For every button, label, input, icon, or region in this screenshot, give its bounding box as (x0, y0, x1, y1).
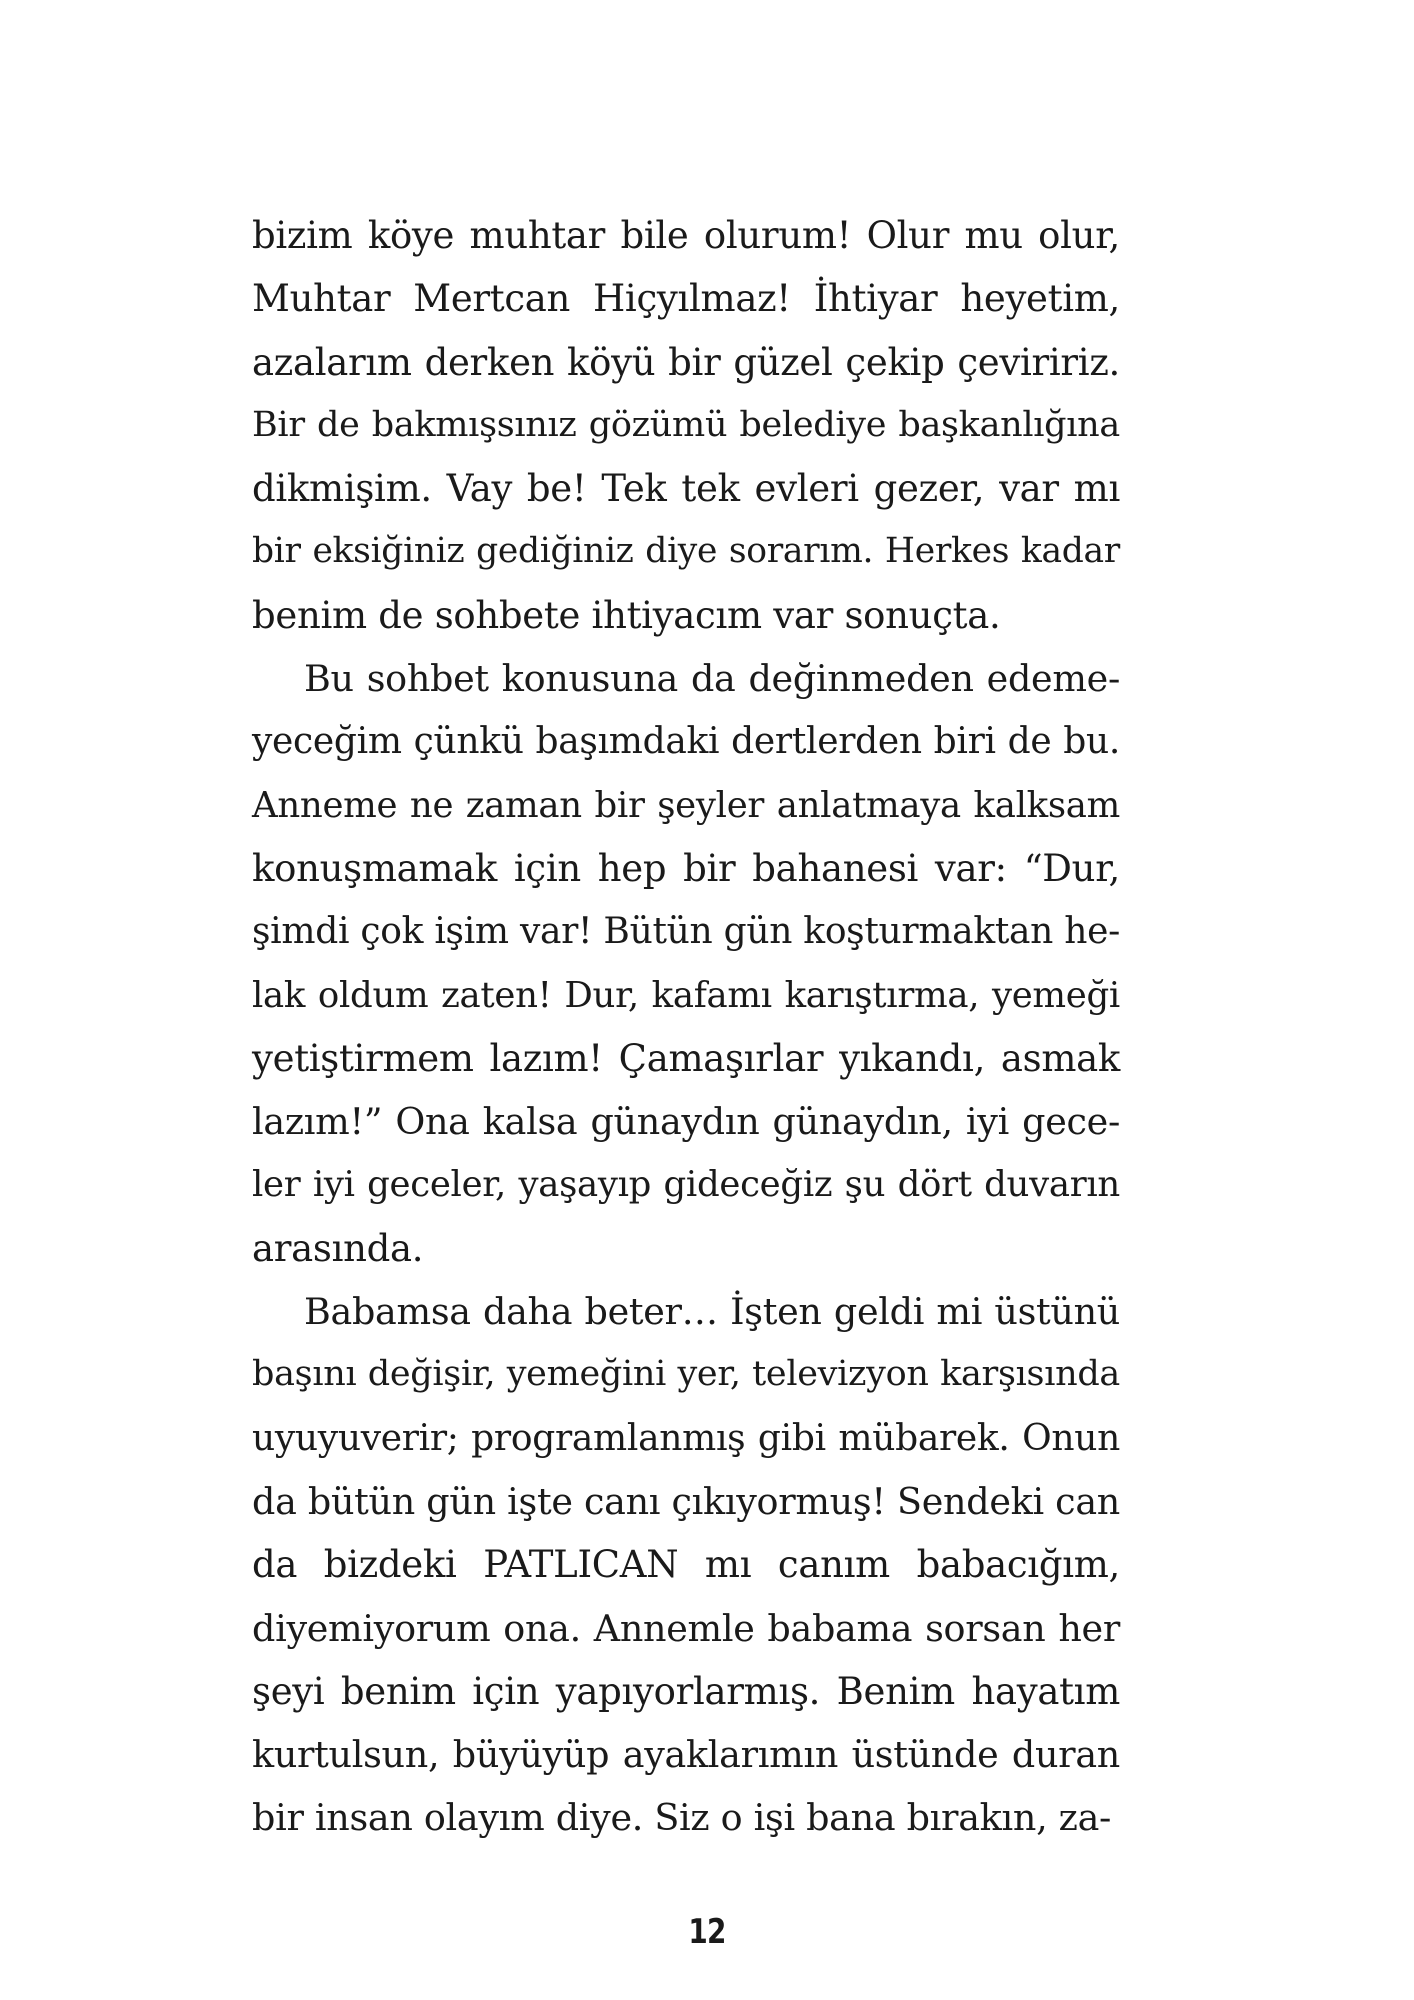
text-line: konuşmamak için hep bir bahanesi var: “Dur, (252, 846, 1120, 890)
text-line: azalarım derken köyü bir güzel çekip çeviririz. (252, 340, 1120, 384)
text-line: da bizdeki PATLICAN mı canım babacığım, (252, 1543, 1120, 1587)
text-line: uyuyuverir; programlanmış gibi mübarek. Onun (252, 1417, 1120, 1459)
text-line: bizim köye muhtar bile olurum! Olur mu olur, (252, 214, 1120, 257)
text-line: da bütün gün işte canı çıkıyormuş! Sendeki can (252, 1479, 1120, 1523)
text-line: dikmişim. Vay be! Tek tek evleri gezer, var mı (252, 467, 1120, 511)
page-number: 12 (688, 1912, 726, 1952)
paragraph (252, 647, 1120, 1280)
text-line: kurtulsun, büyüyüp ayaklarımın üstünde duran (252, 1733, 1120, 1777)
text-line: Babamsa daha beter… İşten geldi mi üstünü (304, 1290, 1120, 1334)
text-line: lak oldum zaten! Dur, kafamı karıştırma, yemeği (252, 974, 1120, 1016)
paragraph (252, 1280, 1120, 1850)
text-line: başını değişir, yemeğini yer, televizyon karşısında (252, 1354, 1120, 1395)
text-line: Bir de bakmışsınız gözümü belediye başkanlığına (252, 404, 1120, 445)
text-line: benim de sohbete ihtiyacım var sonuçta. (252, 593, 1001, 637)
text-line: lazım!” Ona kalsa günaydın günaydın, iyi gece- (252, 1100, 1120, 1144)
body-text (252, 204, 1120, 1850)
text-line: şimdi çok işim var! Bütün gün koşturmaktan he- (252, 911, 1120, 953)
text-line: bir eksiğiniz gediğiniz diye sorarım. Herkes kadar (252, 531, 1120, 572)
text-line: bir insan olayım diye. Siz o işi bana bırakın, za- (252, 1796, 1112, 1840)
text-line: arasında. (252, 1226, 424, 1270)
text-line: Muhtar Mertcan Hiçyılmaz! İhtiyar heyetim, (252, 277, 1120, 321)
paragraph (252, 204, 1120, 647)
text-line: yeceğim çünkü başımdaki dertlerden biri de bu. (252, 721, 1120, 763)
text-line: ler iyi geceler, yaşayıp gideceğiz şu dört duvarın (252, 1164, 1120, 1206)
text-line: Bu sohbet konusuna da değinmeden edeme- (304, 657, 1120, 701)
text-line: yetiştirmem lazım! Çamaşırlar yıkandı, asmak (252, 1036, 1120, 1080)
text-line: şeyi benim için yapıyorlarmış. Benim hayatım (252, 1669, 1120, 1713)
text-line: diyemiyorum ona. Annemle babama sorsan her (252, 1606, 1120, 1650)
text-line: Anneme ne zaman bir şeyler anlatmaya kalksam (252, 784, 1120, 826)
